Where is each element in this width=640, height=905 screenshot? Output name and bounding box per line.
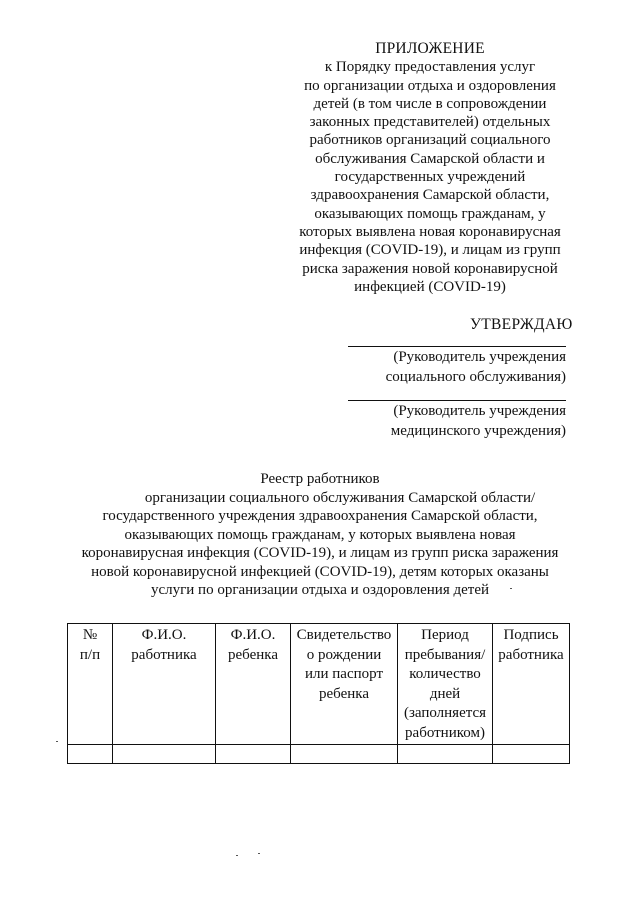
appendix-line: инфекция (COVID-19), и лицам из групп [299, 242, 561, 259]
table-cell [216, 745, 291, 764]
header-text: ребенка [319, 685, 369, 702]
appendix-line: работников организаций социального [309, 132, 551, 149]
table-row [68, 745, 570, 764]
registry-line: новой коронавирусной инфекцией (COVID-19), детям которых оказаны [91, 563, 549, 580]
header-text: работника [131, 646, 197, 663]
header-text: № [82, 627, 98, 643]
scan-speck [510, 588, 512, 589]
header-text: Период [421, 627, 469, 643]
signature-block-social [348, 346, 566, 387]
appendix-line: детей (в том числе в сопровождении [313, 95, 547, 112]
registry-line: оказывающих помощь гражданам, у которых выявлена новая [124, 526, 516, 543]
scan-speck [56, 741, 58, 742]
registry-heading [60, 470, 580, 600]
signature-caption: (Руководитель учреждения [393, 403, 566, 419]
appendix-line: инфекцией (COVID-19) [354, 278, 506, 295]
registry-line: организации социального обслуживания Самарской области/ [144, 489, 536, 506]
table-cell [291, 745, 398, 764]
appendix-line: по организации отдыха и оздоровления [304, 77, 556, 94]
header-cell-number [68, 624, 113, 745]
header-text: пребывания/ [404, 646, 486, 663]
registry-table [67, 623, 570, 764]
header-text: Ф.И.О. [230, 627, 276, 643]
appendix-line: которых выявлена новая коронавирусная [299, 223, 561, 240]
appendix-line: государственных учреждений [334, 169, 526, 186]
appendix-line: законных представителей) отдельных [309, 114, 551, 131]
table-cell [398, 745, 493, 764]
header-text: (заполняется [403, 705, 487, 721]
table-cell [493, 745, 570, 764]
signature-caption: медицинского учреждения) [390, 423, 566, 439]
appendix-line: обслуживания Самарской области и [315, 150, 545, 167]
appendix-header [290, 40, 570, 296]
scan-speck [258, 853, 260, 854]
appendix-line: к Порядку предоставления услуг [324, 59, 536, 76]
header-text: количество [409, 666, 481, 682]
header-text: Ф.И.О. [141, 627, 187, 643]
registry-title: Реестр работников [260, 471, 380, 487]
header-text: ребенка [228, 646, 278, 663]
scan-speck [236, 855, 238, 856]
header-cell-signature [493, 624, 570, 745]
signature-caption: социального обслуживания) [385, 369, 566, 385]
table-header-row [68, 624, 570, 745]
appendix-line: здравоохранения Самарской области, [310, 187, 550, 204]
appendix-line: оказывающих помощь гражданам, у [314, 205, 546, 222]
signature-caption: (Руководитель учреждения [393, 349, 566, 365]
registry-line: государственного учреждения здравоохранения Самарской области, [102, 508, 538, 524]
registry-line: услуги по организации отдыха и оздоровления детей [150, 582, 490, 598]
header-text: Подпись [503, 627, 559, 643]
appendix-title: ПРИЛОЖЕНИЕ [375, 40, 485, 57]
header-text: дней [429, 685, 461, 702]
header-cell-child-name [216, 624, 291, 745]
appendix-line: риска заражения новой коронавирусной [302, 260, 558, 277]
header-cell-document [291, 624, 398, 745]
signature-block-medical [348, 400, 566, 441]
table-cell [113, 745, 216, 764]
header-text: или паспорт [304, 666, 384, 682]
approval-label: УТВЕРЖДАЮ [470, 316, 573, 333]
header-text: работника [498, 646, 564, 663]
table-cell [68, 745, 113, 764]
header-cell-worker-name [113, 624, 216, 745]
header-text: п/п [79, 646, 101, 663]
header-text: работником) [405, 724, 485, 741]
header-text: Свидетельство [296, 627, 392, 643]
header-text: о рождении [306, 646, 382, 663]
header-cell-period [398, 624, 493, 745]
registry-line: коронавирусная инфекция (COVID-19), и лицам из групп риска заражения [81, 545, 559, 561]
